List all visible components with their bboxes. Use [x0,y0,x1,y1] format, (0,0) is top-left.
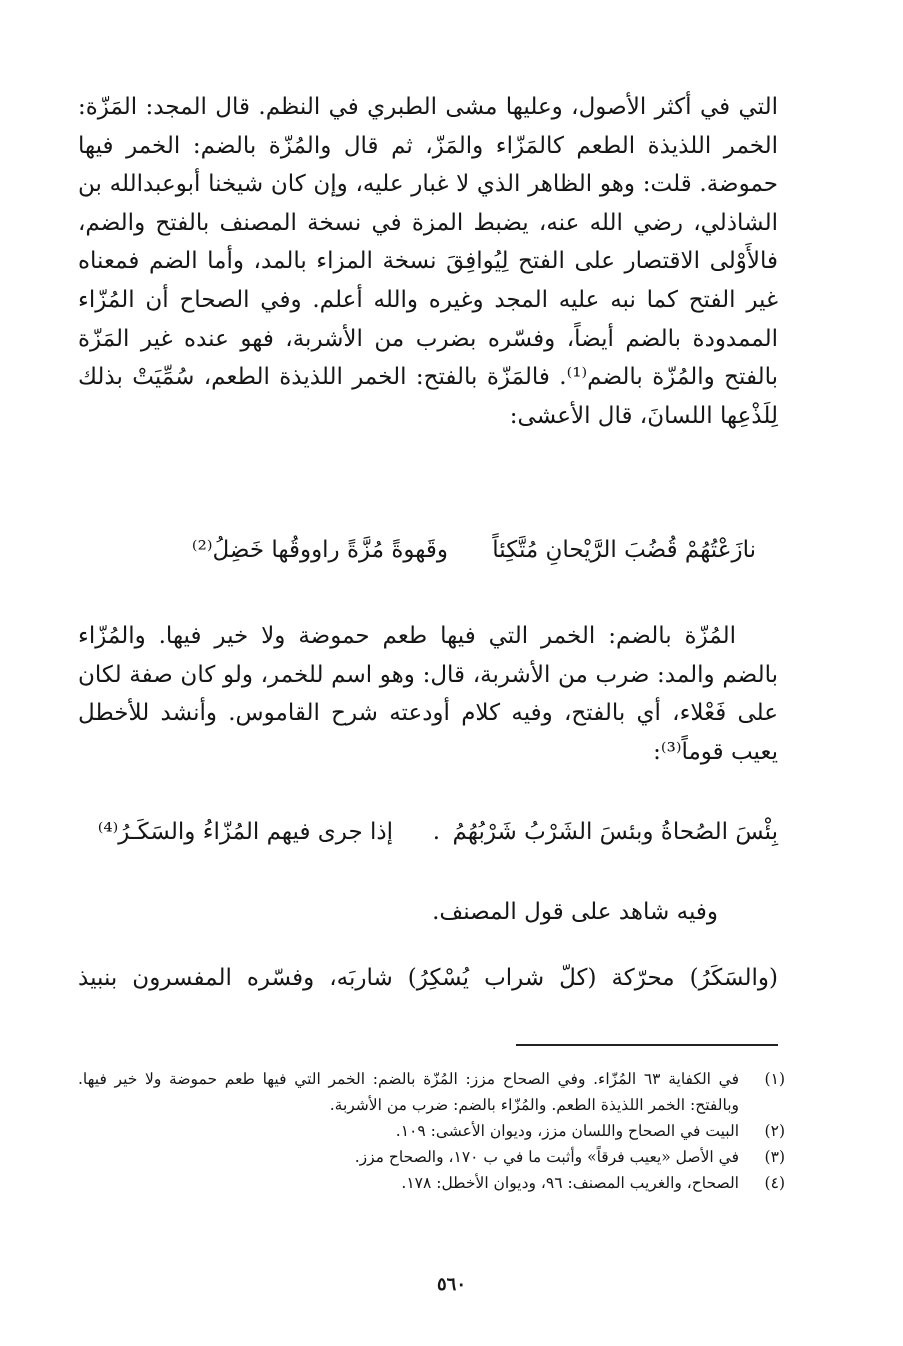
witness-line: وفيه شاهد على قول المصنف. [432,899,718,925]
paragraph-text: المُزّة بالضم: الخمر التي فيها طعم حموضة ولا خير فيها. والمُزّاء بالضم والمد: ضرب من الأشربة، قال: وهو اسم للخمر، ولو كان صفة لكان على فَعْلاء، أي بالفتح، وفيه كلام أودعته شرح القاموس. وأنشد للأخطل يعيب قوماً⁽³⁾: [78,623,778,765]
verse-separator: . [432,819,440,845]
verse-second-hemistich: إذا جرى فيهم المُزّاءُ والسَكَـرُ⁽⁴⁾ [97,819,393,845]
verse-first-hemistich: بِئْسَ الصُحاةُ وبئسَ الشَرْبُ شَرْبُهُمُ [452,819,778,845]
footnote-text: البيت في الصحاح واللسان مزز، وديوان الأعشى: ١٠٩. [395,1122,739,1140]
footnotes [78,1066,785,1196]
footnote-item [78,1170,785,1196]
paragraph-text: التي في أكثر الأصول، وعليها مشى الطبري في النظم. قال المجد: المَزّة: الخمر اللذيذة الطعم كالمَزّاء والمَزّ، ثم قال والمُزّة بالضم: الخمر فيها حموضة. قلت: وهو الظاهر الذي لا غبار عليه، وإن كان شيخنا أبوعبدالله بن الشاذلي، رضي الله عنه، يضبط المزة في نسخة المصنف بالفتح والضم، فالأَوْلى الاقتصار على الفتح لِيُوافِقَ نسخة المزاء بالمد، وأما الضم فمعناه غير الفتح كما نبه عليه المجد وغيره والله أعلم. وفي الصحاح أن المُزّاء الممدودة بالضم أيضاً، وفسّره بضرب من الأشربة، فهو عنده غير المَزّة بالفتح والمُزّة بالضم⁽¹⁾. فالمَزّة بالفتح: الخمر اللذيذة الطعم، سُمِّيَتْ بذلك لِلَذْعِها اللسانَ، قال الأعشى: [78,94,778,429]
poetry-verse [78,812,778,852]
footnote-separator [516,1044,778,1046]
footnote-text: في الأصل «يعيب فرقاً» وأثبت ما في ب ١٧٠، والصحاح مزز. [354,1148,739,1166]
verse-second-hemistich: وقَهوةً مُزَّةً راووقُها خَضِلُ⁽²⁾ [191,537,448,563]
footnote-text: الصحاح، والغريب المصنف: ٩٦، وديوان الأخطل: ١٧٨. [401,1174,739,1192]
footnote-item [78,1118,785,1144]
page-number: ٥٦٠ [436,1274,466,1295]
footnote-item [78,1066,785,1118]
footnote-number: (٢) [764,1122,785,1140]
verse-first-hemistich: نازَعْتُهُمْ قُضُبَ الرَّيْحانِ مُتَّكِئاً [492,537,756,563]
final-line: (والسَكَرُ) محرّكة (كلّ شراب يُسْكِرُ) شاربَه، وفسّره المفسرون بنبيذ [78,965,778,991]
footnote-text: في الكفاية ٦٣ المُزّاء. وفي الصحاح مزز: المُزّة بالضم: الخمر التي فيها طعم حموضة ولا خير فيها. وبالفتح: الخمر اللذيذة الطعم. والمُزّاء بالضم: ضرب من الأشربة. [78,1070,739,1114]
footnote-number: (٣) [764,1148,785,1166]
footnote-item [78,1144,785,1170]
main-paragraph [78,88,778,435]
footnote-number: (٤) [764,1174,785,1192]
second-paragraph [78,617,778,771]
poetry-verse [78,530,778,570]
footnote-number: (١) [764,1070,785,1088]
